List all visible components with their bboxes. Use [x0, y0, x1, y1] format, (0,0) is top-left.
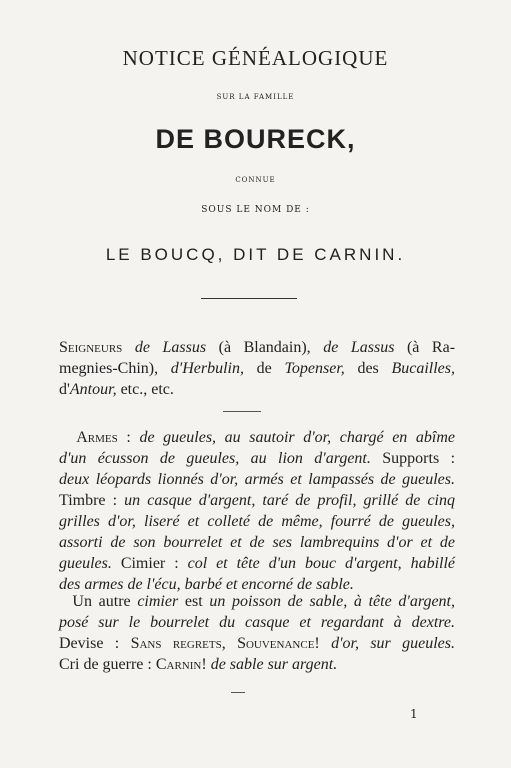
section-divider [223, 411, 261, 412]
text-line: deux léopards lionnés d'or, armés et lampassés de gueules. [59, 471, 455, 488]
subtitle-connue: CONNUE [235, 176, 276, 184]
end-divider [231, 692, 245, 693]
text-line: megnies-Chin), d'Herbulin, de Topenser, des Bucailles, [59, 360, 456, 377]
text-line: posé sur le bourrelet du casque et regardant à dextre. [59, 614, 455, 631]
text-line: d'Antour, etc., etc. [59, 381, 174, 398]
family-name: DE BOURECK, [155, 124, 356, 154]
subtitle-sur-la-famille: SUR LA FAMILLE [216, 93, 295, 101]
subtitle-sous-le-nom: SOUS LE NOM DE : [201, 205, 310, 215]
page-number: 1 [410, 707, 418, 721]
text-line: gueules. Cimier : col et tête d'un bouc d'argent, habillé [59, 555, 455, 572]
text-line: Timbre : un casque d'argent, taré de profil, grillé de cinq [59, 492, 456, 509]
text-line: Seigneurs de Lassus (à Blandain), de Lassus (à Ra- [59, 339, 456, 356]
text-line: Armes : de gueules, au sautoir d'or, chargé en abîme [76, 429, 456, 446]
text-line: Cri de guerre : Carnin! de sable sur argent. [59, 656, 338, 673]
text-line: d'un écusson de gueules, au lion d'argent. Supports : [59, 450, 456, 467]
text-line: assorti de son bourrelet et de ses lambrequins d'or et de [59, 534, 455, 551]
family-alias: LE BOUCQ, DIT DE CARNIN. [105, 245, 406, 264]
paragraph-cimier-devise [59, 591, 455, 675]
text-line: grilles d'or, liseré et colleté de même, fourré de gueules, [59, 513, 455, 530]
text-line: Un autre cimier est un poisson de sable, à tête d'argent, [72, 593, 455, 610]
title-notice: NOTICE GÉNÉALOGIQUE [122, 46, 389, 70]
text-line: Devise : Sans regrets, Souvenance! d'or, sur gueules. [59, 635, 456, 652]
paragraph-armes [59, 427, 455, 595]
divider-rule [201, 298, 297, 299]
paragraph-seigneurs [59, 337, 455, 400]
text-line: des armes de l'écu, barbé et encorné de sable. [59, 576, 354, 593]
